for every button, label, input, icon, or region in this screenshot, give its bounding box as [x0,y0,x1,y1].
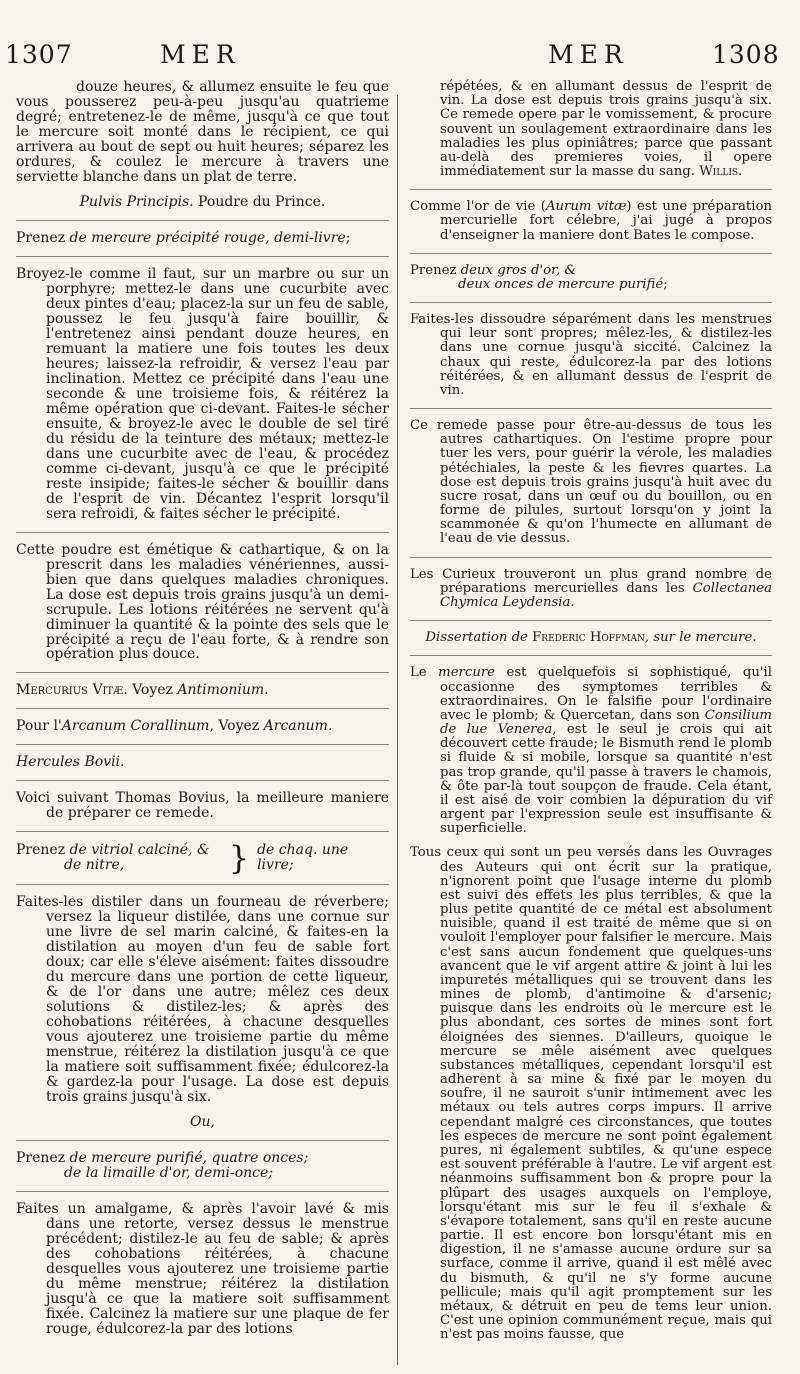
paragraph: Cette poudre est émétique & cathartique, & on la prescrit dans les maladies vénériennes, aussi-bien que dans quelques maladies chroniques. La dose est depuis trois grains jusqu'à un demi-scrupule. Les lotions réitérées ne servent qu'à diminuer la quantité & la pointe des sels que le précipité a reçu de l'eau forte, & à rendre son opération plus douce. [16,541,389,663]
divider [410,253,772,254]
text: est quelquefois si sophistiqué, qu'il occasionne des symptomes terribles & extraordinaires. On le falsifie pour l'ordinaire avec le plomb; & Quercetan, dans son [440,665,773,723]
divider [16,884,389,885]
paragraph [410,80,772,179]
paragraph [410,568,772,611]
recipe-line [410,278,772,292]
divider [16,780,389,781]
work-title: Consilium de lue Venerea [440,707,772,738]
recipe-verb: Prenez [16,1150,70,1167]
recipe-block [410,264,772,292]
divider [16,708,389,709]
recipe-verb: Prenez [410,262,461,278]
recipe-ingredient: de nitre, [64,857,125,874]
brace-ingredients [16,843,221,873]
recipe-ingredient: deux gros d'or, & [460,262,577,278]
paragraph: Faites-les dissoudre séparément dans les menstrues qui leur sont propres; mêlez-les, & distilez-les dans une cornue jusqu'à siccité. Calcinez la chaux qui reste, édulcorez-la par des lotions réitérées, & en allumant dessus de l'esprit de vin. [410,312,772,398]
text: ) est une préparation mercurielle fort célebre, j'ai jugé à propos d'enseigner la maniere dont Bates le compose. [440,199,773,243]
recipe-ingredient: de mercure purifié, quatre onces; [69,1150,309,1167]
divider [410,557,772,558]
entry-term: Mercurius Vitæ. [16,682,128,699]
paragraph: Ce remede passe pour être-au-dessus de tous les autres cathartiques. On l'estime propre pour tuer les vers, pour guérir la vérole, les maladies pétéchiales, la peste & les fievres quartes. La dose est depuis trois grains jusqu'à huit avec du sucre rosat, dans un œuf ou du bouillon, ou en forme de pilules, surtout lorsqu'on y joint la scammonée & qu'on l'humecte en allumant de l'eau de vie dessus. [410,418,772,547]
recipe-brace [16,839,389,878]
text: répétées, & en allumant dessus de l'esprit de vin. La dose est depuis trois grains jusqu'à six. Ce remede opere par le vomissement, & procure souvent un soulagement extraordinaire dans les maladies les plus opiniâtres; parce que passant au-delà des premieres voies, il opere immédiatement sur la masse du sang. [440,79,772,180]
recipe-ingredient: de la limaille d'or, demi-once; [64,1165,274,1182]
paragraph: Broyez-le comme il faut, sur un marbre ou sur un porphyre; mettez-le dans une cucurbite avec deux pintes d'eau; placez-la sur un feu de sable, poussez le feu jusqu'à faire bouillir, & l'entretenez ainsi pendant douze heures, en remuant la matiere une fois toutes les deux heures; laissez-la refroidir, & versez l'eau par inclination. Mettez ce précipité dans l'eau une seconde & une troisieme fois, & réitérez la même opération que ci-devant. Faites-le sécher ensuite, & broyez-le avec le double de sel tiré du résidu de la teinture des métaux; mettez-le dans une cucurbite avec de l'eau, & procédez comme ci-devant, jusqu'à ce que le précipité reste insipide; faites-le sécher & bouillir dans de l'esprit de vin. Décantez l'esprit lorsqu'il sera refroidi, & faites sécher le précipité. [16,265,389,522]
text: Pour l' [16,718,62,735]
recipe-ingredient: deux onces de mercure purifié [458,276,664,292]
heading-latin: Pulvis Principis. [79,193,194,210]
heading-text: Dissertation de [425,630,533,646]
voyez-text: Voyez [127,682,178,699]
divider [16,672,389,673]
divider [16,1140,389,1141]
work-title: Collectanea Chymica Leydensia. [440,580,772,610]
divider [16,256,389,257]
recipe-end: ; [345,229,351,246]
recipe-line [410,264,772,278]
recipe-verb: Prenez [16,842,70,859]
running-head-left: MER [160,40,241,69]
text: , est le seul je crois qui ait découvert cette fraude; le Bismuth rend le plomb si fluide & si mobile, lorsque sa quantité n'est pas trop grande, qu'il passe à travers le chamois, & ôte par-là tout soupçon de fraude. Cela étant, il est aisé de voir combien la dépuration du vif argent par l'expression seule est insuffisante & superficielle. [440,722,772,837]
recipe-line [16,231,389,246]
paragraph [410,666,772,836]
cross-reference [16,683,389,698]
divider [410,408,772,409]
divider [16,831,389,832]
paragraph: Tous ceux qui sont un peu versés dans les Ouvrages des Auteurs qui ont écrit sur la pratique, n'ignorent point que l'usage interne du plomb est suivi des effets les plus terribles, & que la plus petite quantité de ce métal est absolument nuisible, quand il est traité de même que si on vouloit l'employer pour falsifier le mercure. Mais c'est sans aucun fondement que quelques-uns avancent que le vif argent attire & joint à lui les impuretés métalliques qui se trouvent dans les mines de plomb, d'antimoine & d'arsenic; puisque dans les endroits où le mercure est le plus abondant, ces sortes de mines sont fort éloignées des siennes. D'ailleurs, quoique le mercure se mêle aisément avec quelques substances métalliques, cependant lorsqu'il est adherent à sa mine & fixé par le moyen du soufre, il ne sauroit s'unir intimement avec les métaux ou tels autres corps impurs. Il arrive cependant malgré ces circonstances, que toutes les especes de mercure ne sont point également pures, ni également subtiles, & qu'une espece est souvent préférable à l'autre. Le vif argent est néanmoins suffisamment bon & propre pour la plûpart des usages auxquels on l'employe, lorsqu'étant mis sur le feu il s'exhale & s'évapore totalement, sans qu'il en reste aucune partie. Il est encore bon lorsqu'étant mis en digestion, il ne s'amasse aucune ordure sur sa surface, comme il arrive, quand il est mêlé avec du bismuth, & qu'il ne s'y forme aucune pellicule; mais qu'il agit promptement sur les métaux, & détruit en peu de tems leur union. C'est une opinion communément reçue, mais qui n'est pas moins fausse, que [410,845,772,1343]
divider [410,189,772,190]
divider [16,220,389,221]
running-header [0,40,800,80]
page-number-right: 1308 [712,40,780,69]
divider [16,1191,389,1192]
voyez-text: , Voyez [209,718,264,735]
recipe-ingredient: de vitriol calciné, & [69,842,210,859]
text: Les Curieux trouveront un plus grand nombre de préparations mercurielles dans les [410,566,772,596]
recipe-quantity: de chaq. une livre; [257,842,349,874]
cross-reference [16,719,389,734]
paragraph: Voici suivant Thomas Bovius, la meilleure maniere de préparer ce remede. [16,790,389,822]
keyword: mercure [438,665,496,681]
heading-text: , sur le mercure. [644,630,757,646]
section-heading [410,631,772,645]
divider [16,744,389,745]
text: Comme l'or de vie ( [410,199,546,215]
heading-french: Poudre du Prince. [198,193,326,210]
section-heading [16,195,389,210]
divider [410,655,772,656]
latin-term: Aurum vitæ [545,199,627,215]
paragraph [410,200,772,243]
section-heading: Ou, [190,1114,215,1131]
paragraph: Faites un amalgame, & après l'avoir lavé & mis dans une retorte, versez dessus le menstrue précédent; distilez-le au feu de sable; & après des cohobations réitérées, à chacune desquelles vous ajouterez une troisieme partie du même menstrue; réitérez la distilation jusqu'à ce que la matiere soit suffisamment fixée. Calcinez la matiere sur une plaque de fer rouge, édulcorez-la par des lotions [16,1201,389,1337]
author-name: Willis. [699,164,743,180]
section-heading: Hercules Bovii. [16,754,125,771]
left-column [16,80,389,1347]
divider [16,532,389,533]
divider [410,620,772,621]
reference-term: Antimonium. [177,682,269,699]
recipe-block [16,1151,389,1181]
author-name: Frederic Hoffman [532,630,645,646]
divider [410,302,772,303]
paragraph: douze heures, & allumez ensuite le feu que vous pousserez peu-à-peu jusqu'au quatrieme degré; entretenez-le de même, jusqu'à ce que tout le mercure soit monté dans le récipient, ce qui arrivera au bout de sept ou huit heures; séparez les ordures, & coulez le mercure à travers une serviette blanche dans un plat de terre. [16,79,389,185]
reference-term: Arcanum. [263,718,333,735]
recipe-line [16,1151,389,1166]
brace-symbol: } [228,839,250,878]
recipe-line [16,843,221,858]
right-column [410,80,772,1352]
recipe-ingredient: de mercure précipité rouge, demi-livre [69,229,346,246]
recipe-verb: Prenez [16,229,70,246]
entry-term: Arcanum Corallinum [61,718,210,735]
running-head-right: MER [548,40,629,69]
column-divider [397,95,398,1365]
paragraph: Faites-les distiler dans un fourneau de réverbere; versez la liqueur distilée, dans une cornue sur une livre de sel marin calciné, & faites-en la distilation au moyen d'un feu de sable fort doux; car elle s'éleve aisément: faites dissoudre du mercure dans une portion de cette liqueur, & de l'or dans une autre; mêlez ces deux solutions & distilez-les; & après des cohobations réitérées, à chacune desquelles vous ajouterez une troisieme partie du même menstrue, réitérez la distilation jusqu'à ce que la matiere soit suffisamment fixée; édulcorez-la & gardez-la pour l'usage. La dose est depuis trois grains jusqu'à six. [16,894,389,1106]
text: Le [410,665,439,681]
page-number-left: 1307 [5,40,73,69]
recipe-end: ; [663,276,668,292]
